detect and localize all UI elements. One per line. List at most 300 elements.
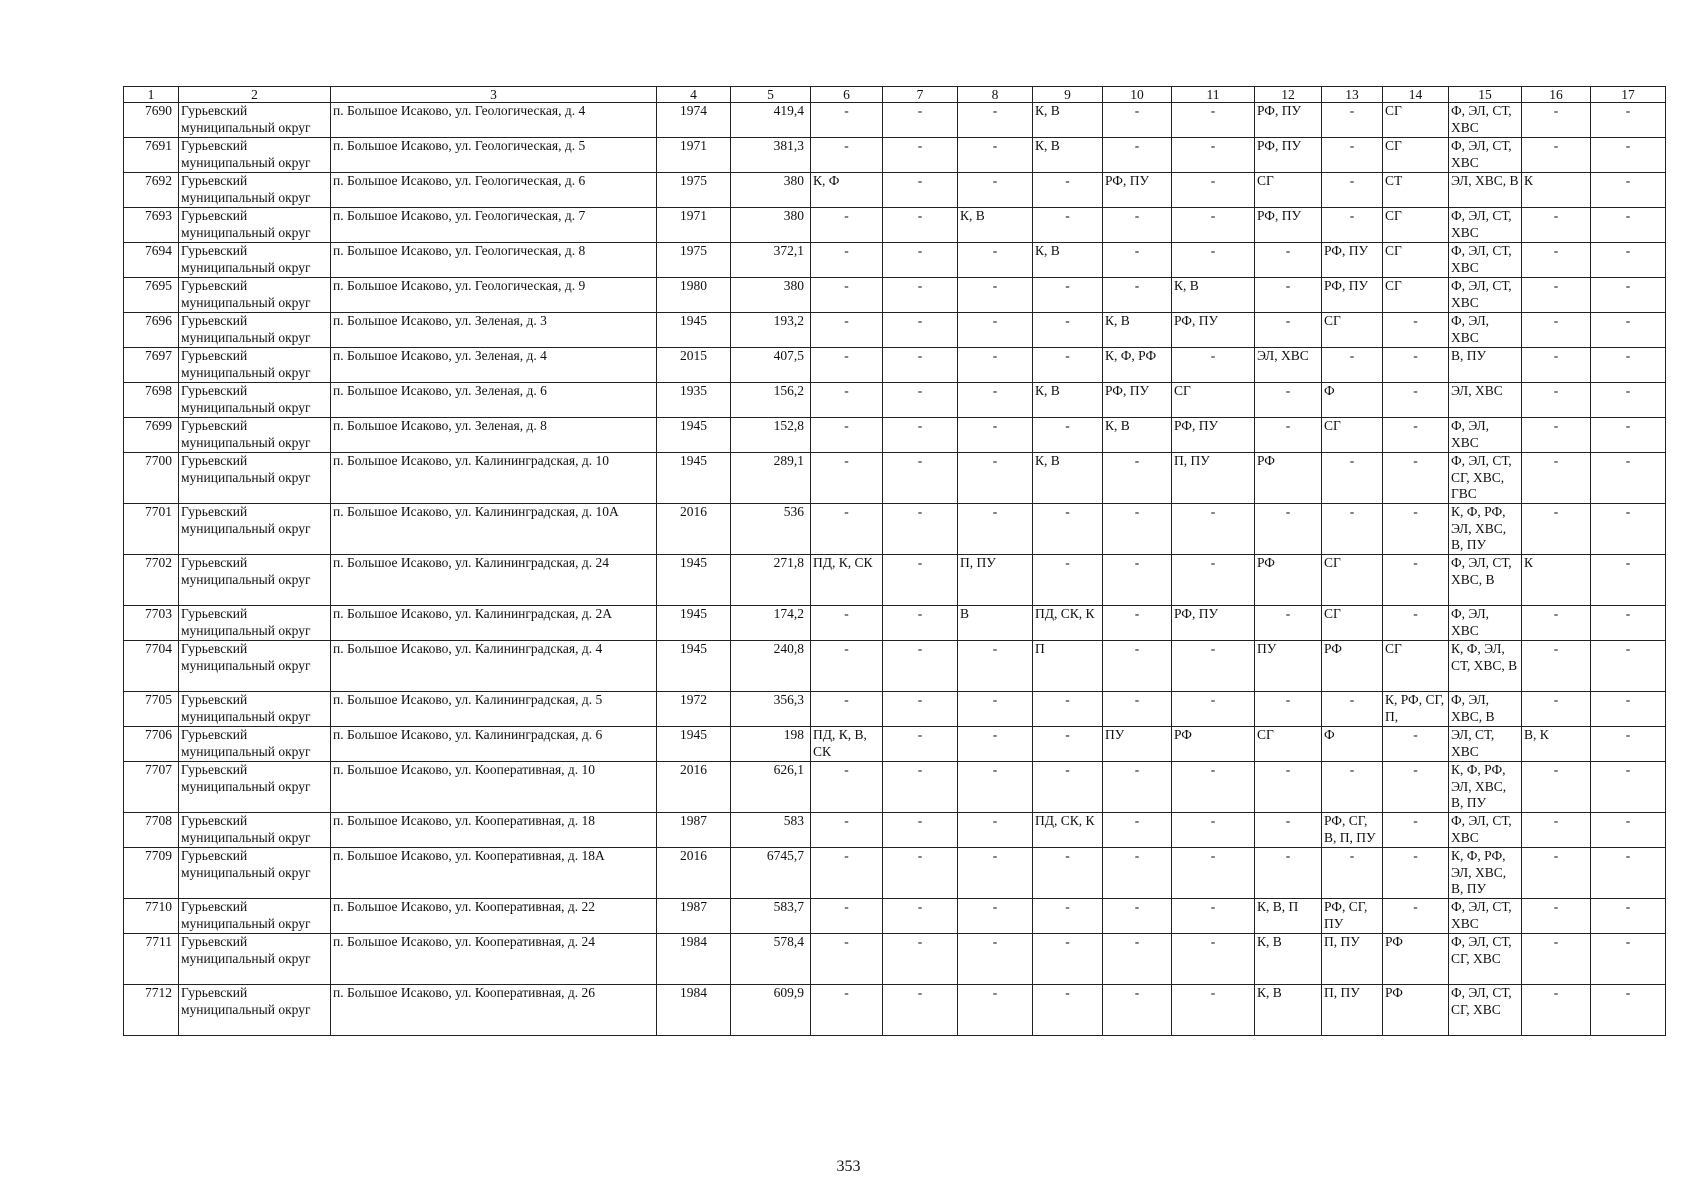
table-row [124,727,1666,762]
cell-col-9: - [1033,985,1103,1036]
cell-col-13: СГ [1322,313,1383,348]
cell-col-16: К [1522,173,1591,208]
cell-col-9: - [1033,848,1103,899]
page-number: 353 [836,1158,861,1175]
cell-col-11: - [1172,348,1255,383]
cell-col-14: - [1383,813,1449,848]
column-header-15: 15 [1449,87,1522,103]
cell-col-12: РФ, ПУ [1255,208,1322,243]
cell-col-5: 156,2 [731,383,811,418]
cell-col-10: - [1103,138,1172,173]
cell-col-6: - [811,348,883,383]
column-header-1: 1 [124,87,179,103]
cell-col-6: - [811,313,883,348]
cell-col-11: - [1172,208,1255,243]
cell-col-11: РФ, ПУ [1172,313,1255,348]
cell-col-3: п. Большое Исаково, ул. Зеленая, д. 3 [331,313,657,348]
cell-col-1: 7701 [124,504,179,555]
cell-col-14: СТ [1383,173,1449,208]
cell-col-5: 372,1 [731,243,811,278]
cell-col-12: К, В, П [1255,899,1322,934]
cell-col-4: 1972 [657,692,731,727]
cell-col-12: К, В [1255,985,1322,1036]
cell-col-15: Ф, ЭЛ, ХВС [1449,313,1522,348]
cell-col-17: - [1591,813,1666,848]
cell-col-13: - [1322,348,1383,383]
cell-col-17: - [1591,313,1666,348]
cell-col-15: Ф, ЭЛ, СТ, ХВС [1449,813,1522,848]
column-header-3: 3 [331,87,657,103]
cell-col-11: - [1172,103,1255,138]
cell-col-2: Гурьевский муниципальный округ [179,555,331,606]
table-header [124,87,1666,103]
cell-col-1: 7695 [124,278,179,313]
cell-col-3: п. Большое Исаково, ул. Калининградская, д. 4 [331,641,657,692]
cell-col-8: - [958,504,1033,555]
cell-col-13: Ф [1322,383,1383,418]
cell-col-15: ЭЛ, ХВС [1449,383,1522,418]
cell-col-5: 380 [731,173,811,208]
cell-col-17: - [1591,606,1666,641]
cell-col-10: ПУ [1103,727,1172,762]
cell-col-1: 7703 [124,606,179,641]
cell-col-3: п. Большое Исаково, ул. Геологическая, д. 6 [331,173,657,208]
cell-col-9: - [1033,313,1103,348]
cell-col-12: - [1255,762,1322,813]
table-row [124,138,1666,173]
cell-col-4: 1975 [657,243,731,278]
cell-col-6: К, Ф [811,173,883,208]
cell-col-4: 1974 [657,103,731,138]
cell-col-15: Ф, ЭЛ, СТ, ХВС [1449,208,1522,243]
cell-col-9: К, В [1033,453,1103,504]
cell-col-10: - [1103,504,1172,555]
cell-col-12: - [1255,243,1322,278]
cell-col-1: 7707 [124,762,179,813]
cell-col-12: РФ, ПУ [1255,103,1322,138]
cell-col-2: Гурьевский муниципальный округ [179,243,331,278]
cell-col-10: - [1103,208,1172,243]
register-table [123,86,1666,1036]
cell-col-8: - [958,762,1033,813]
cell-col-5: 578,4 [731,934,811,985]
cell-col-3: п. Большое Исаково, ул. Кооперативная, д. 26 [331,985,657,1036]
header-row [124,87,1666,103]
cell-col-8: - [958,173,1033,208]
cell-col-14: СГ [1383,103,1449,138]
cell-col-9: - [1033,504,1103,555]
table-row [124,103,1666,138]
cell-col-17: - [1591,453,1666,504]
cell-col-7: - [883,934,958,985]
cell-col-2: Гурьевский муниципальный округ [179,692,331,727]
column-header-13: 13 [1322,87,1383,103]
cell-col-14: СГ [1383,641,1449,692]
cell-col-17: - [1591,899,1666,934]
cell-col-7: - [883,504,958,555]
table-body [124,103,1666,1036]
table-row [124,453,1666,504]
cell-col-10: - [1103,555,1172,606]
cell-col-10: - [1103,243,1172,278]
cell-col-15: Ф, ЭЛ, СТ, СГ, ХВС, ГВС [1449,453,1522,504]
table-row [124,504,1666,555]
cell-col-8: - [958,934,1033,985]
cell-col-13: - [1322,208,1383,243]
cell-col-8: - [958,313,1033,348]
cell-col-1: 7700 [124,453,179,504]
table-row [124,243,1666,278]
cell-col-8: В [958,606,1033,641]
cell-col-9: - [1033,418,1103,453]
table-row [124,848,1666,899]
table-row [124,313,1666,348]
table-row [124,641,1666,692]
cell-col-1: 7696 [124,313,179,348]
cell-col-14: - [1383,348,1449,383]
cell-col-11: РФ, ПУ [1172,606,1255,641]
cell-col-17: - [1591,348,1666,383]
cell-col-7: - [883,692,958,727]
cell-col-2: Гурьевский муниципальный округ [179,504,331,555]
cell-col-3: п. Большое Исаково, ул. Калининградская, д. 2А [331,606,657,641]
cell-col-17: - [1591,243,1666,278]
cell-col-16: - [1522,899,1591,934]
table-row [124,762,1666,813]
cell-col-8: - [958,348,1033,383]
cell-col-7: - [883,555,958,606]
cell-col-16: - [1522,278,1591,313]
cell-col-4: 2016 [657,504,731,555]
cell-col-11: - [1172,762,1255,813]
cell-col-11: - [1172,899,1255,934]
cell-col-14: - [1383,504,1449,555]
cell-col-6: ПД, К, СК [811,555,883,606]
cell-col-12: - [1255,278,1322,313]
cell-col-11: - [1172,138,1255,173]
cell-col-4: 1945 [657,313,731,348]
cell-col-13: РФ [1322,641,1383,692]
cell-col-2: Гурьевский муниципальный округ [179,848,331,899]
cell-col-16: - [1522,641,1591,692]
cell-col-2: Гурьевский муниципальный округ [179,278,331,313]
cell-col-2: Гурьевский муниципальный округ [179,208,331,243]
cell-col-12: - [1255,313,1322,348]
table-row [124,383,1666,418]
cell-col-4: 1987 [657,899,731,934]
cell-col-3: п. Большое Исаково, ул. Геологическая, д. 9 [331,278,657,313]
cell-col-1: 7697 [124,348,179,383]
cell-col-3: п. Большое Исаково, ул. Кооперативная, д. 10 [331,762,657,813]
cell-col-5: 609,9 [731,985,811,1036]
cell-col-10: К, В [1103,418,1172,453]
cell-col-13: СГ [1322,555,1383,606]
cell-col-13: СГ [1322,418,1383,453]
cell-col-6: - [811,606,883,641]
cell-col-8: - [958,692,1033,727]
cell-col-2: Гурьевский муниципальный округ [179,348,331,383]
cell-col-7: - [883,762,958,813]
cell-col-13: - [1322,103,1383,138]
column-header-5: 5 [731,87,811,103]
table-row [124,278,1666,313]
column-header-9: 9 [1033,87,1103,103]
cell-col-1: 7694 [124,243,179,278]
cell-col-15: Ф, ЭЛ, ХВС [1449,606,1522,641]
cell-col-7: - [883,453,958,504]
cell-col-11: СГ [1172,383,1255,418]
cell-col-16: - [1522,934,1591,985]
cell-col-3: п. Большое Исаково, ул. Калининградская, д. 24 [331,555,657,606]
cell-col-9: К, В [1033,138,1103,173]
cell-col-16: В, К [1522,727,1591,762]
cell-col-15: Ф, ЭЛ, СТ, СГ, ХВС [1449,985,1522,1036]
cell-col-5: 407,5 [731,348,811,383]
cell-col-6: - [811,848,883,899]
cell-col-10: - [1103,899,1172,934]
cell-col-9: - [1033,692,1103,727]
cell-col-15: Ф, ЭЛ, СТ, ХВС [1449,899,1522,934]
cell-col-16: - [1522,138,1591,173]
cell-col-13: П, ПУ [1322,985,1383,1036]
cell-col-5: 193,2 [731,313,811,348]
cell-col-10: РФ, ПУ [1103,173,1172,208]
cell-col-16: - [1522,762,1591,813]
cell-col-14: - [1383,848,1449,899]
cell-col-5: 380 [731,278,811,313]
cell-col-6: - [811,103,883,138]
cell-col-3: п. Большое Исаково, ул. Калининградская, д. 10А [331,504,657,555]
cell-col-1: 7702 [124,555,179,606]
cell-col-1: 7691 [124,138,179,173]
cell-col-13: - [1322,692,1383,727]
cell-col-6: - [811,138,883,173]
cell-col-5: 583 [731,813,811,848]
cell-col-12: СГ [1255,173,1322,208]
cell-col-6: - [811,383,883,418]
cell-col-6: - [811,453,883,504]
cell-col-12: - [1255,418,1322,453]
cell-col-15: Ф, ЭЛ, СТ, ХВС, В [1449,555,1522,606]
cell-col-4: 1945 [657,555,731,606]
cell-col-6: - [811,641,883,692]
column-header-17: 17 [1591,87,1666,103]
cell-col-15: Ф, ЭЛ, СТ, СГ, ХВС [1449,934,1522,985]
cell-col-7: - [883,848,958,899]
cell-col-7: - [883,313,958,348]
cell-col-2: Гурьевский муниципальный округ [179,138,331,173]
cell-col-10: - [1103,606,1172,641]
cell-col-11: - [1172,641,1255,692]
cell-col-14: - [1383,606,1449,641]
cell-col-17: - [1591,934,1666,985]
cell-col-4: 1987 [657,813,731,848]
cell-col-15: К, Ф, РФ, ЭЛ, ХВС, В, ПУ [1449,504,1522,555]
cell-col-9: - [1033,208,1103,243]
cell-col-8: - [958,453,1033,504]
cell-col-3: п. Большое Исаково, ул. Кооперативная, д. 22 [331,899,657,934]
cell-col-4: 2015 [657,348,731,383]
cell-col-16: - [1522,103,1591,138]
cell-col-15: Ф, ЭЛ, ХВС, В [1449,692,1522,727]
cell-col-3: п. Большое Исаково, ул. Калининградская, д. 10 [331,453,657,504]
cell-col-6: - [811,418,883,453]
cell-col-11: - [1172,985,1255,1036]
cell-col-1: 7693 [124,208,179,243]
cell-col-15: К, Ф, ЭЛ, СТ, ХВС, В [1449,641,1522,692]
cell-col-13: РФ, ПУ [1322,243,1383,278]
cell-col-1: 7708 [124,813,179,848]
table-row [124,208,1666,243]
cell-col-2: Гурьевский муниципальный округ [179,453,331,504]
cell-col-16: - [1522,418,1591,453]
cell-col-10: - [1103,985,1172,1036]
cell-col-4: 1975 [657,173,731,208]
cell-col-17: - [1591,555,1666,606]
cell-col-8: - [958,641,1033,692]
cell-col-4: 1945 [657,418,731,453]
cell-col-9: - [1033,173,1103,208]
cell-col-7: - [883,208,958,243]
cell-col-5: 381,3 [731,138,811,173]
cell-col-5: 271,8 [731,555,811,606]
cell-col-16: - [1522,243,1591,278]
cell-col-1: 7709 [124,848,179,899]
cell-col-14: РФ [1383,934,1449,985]
cell-col-9: - [1033,555,1103,606]
cell-col-10: - [1103,453,1172,504]
cell-col-16: - [1522,606,1591,641]
table-row [124,173,1666,208]
cell-col-2: Гурьевский муниципальный округ [179,418,331,453]
cell-col-8: - [958,418,1033,453]
cell-col-8: - [958,243,1033,278]
cell-col-6: - [811,934,883,985]
cell-col-14: - [1383,727,1449,762]
cell-col-14: - [1383,899,1449,934]
cell-col-8: - [958,727,1033,762]
cell-col-10: - [1103,813,1172,848]
cell-col-11: К, В [1172,278,1255,313]
cell-col-14: К, РФ, СГ, П, [1383,692,1449,727]
cell-col-15: К, Ф, РФ, ЭЛ, ХВС, В, ПУ [1449,848,1522,899]
column-header-4: 4 [657,87,731,103]
cell-col-1: 7712 [124,985,179,1036]
column-header-12: 12 [1255,87,1322,103]
cell-col-11: П, ПУ [1172,453,1255,504]
cell-col-6: - [811,278,883,313]
cell-col-13: РФ, СГ, ПУ [1322,899,1383,934]
cell-col-12: - [1255,606,1322,641]
cell-col-15: Ф, ЭЛ, ХВС [1449,418,1522,453]
cell-col-8: - [958,138,1033,173]
cell-col-16: - [1522,383,1591,418]
cell-col-3: п. Большое Исаково, ул. Кооперативная, д. 24 [331,934,657,985]
cell-col-3: п. Большое Исаково, ул. Калининградская, д. 6 [331,727,657,762]
cell-col-4: 1984 [657,985,731,1036]
cell-col-7: - [883,606,958,641]
cell-col-3: п. Большое Исаково, ул. Геологическая, д. 4 [331,103,657,138]
cell-col-16: - [1522,453,1591,504]
cell-col-17: - [1591,278,1666,313]
cell-col-17: - [1591,383,1666,418]
cell-col-7: - [883,383,958,418]
table-row [124,692,1666,727]
cell-col-17: - [1591,762,1666,813]
cell-col-10: - [1103,692,1172,727]
cell-col-9: - [1033,899,1103,934]
cell-col-5: 356,3 [731,692,811,727]
cell-col-17: - [1591,208,1666,243]
cell-col-7: - [883,278,958,313]
cell-col-2: Гурьевский муниципальный округ [179,313,331,348]
cell-col-4: 1984 [657,934,731,985]
cell-col-3: п. Большое Исаково, ул. Калининградская, д. 5 [331,692,657,727]
cell-col-6: ПД, К, В, СК [811,727,883,762]
table-row [124,813,1666,848]
cell-col-3: п. Большое Исаково, ул. Геологическая, д. 5 [331,138,657,173]
cell-col-14: СГ [1383,243,1449,278]
cell-col-2: Гурьевский муниципальный округ [179,899,331,934]
cell-col-2: Гурьевский муниципальный округ [179,727,331,762]
cell-col-16: - [1522,348,1591,383]
cell-col-16: К [1522,555,1591,606]
cell-col-5: 6745,7 [731,848,811,899]
column-header-11: 11 [1172,87,1255,103]
cell-col-10: - [1103,103,1172,138]
cell-col-10: - [1103,278,1172,313]
table-row [124,899,1666,934]
cell-col-2: Гурьевский муниципальный округ [179,173,331,208]
column-header-2: 2 [179,87,331,103]
cell-col-5: 240,8 [731,641,811,692]
cell-col-5: 174,2 [731,606,811,641]
cell-col-7: - [883,418,958,453]
cell-col-17: - [1591,985,1666,1036]
cell-col-2: Гурьевский муниципальный округ [179,606,331,641]
cell-col-12: К, В [1255,934,1322,985]
cell-col-3: п. Большое Исаково, ул. Зеленая, д. 8 [331,418,657,453]
cell-col-2: Гурьевский муниципальный округ [179,934,331,985]
cell-col-12: СГ [1255,727,1322,762]
cell-col-14: - [1383,418,1449,453]
table-row [124,985,1666,1036]
cell-col-16: - [1522,504,1591,555]
cell-col-3: п. Большое Исаково, ул. Геологическая, д. 8 [331,243,657,278]
cell-col-3: п. Большое Исаково, ул. Зеленая, д. 6 [331,383,657,418]
cell-col-1: 7710 [124,899,179,934]
cell-col-1: 7692 [124,173,179,208]
cell-col-15: В, ПУ [1449,348,1522,383]
column-header-16: 16 [1522,87,1591,103]
column-header-8: 8 [958,87,1033,103]
cell-col-15: Ф, ЭЛ, СТ, ХВС [1449,243,1522,278]
cell-col-2: Гурьевский муниципальный округ [179,641,331,692]
cell-col-14: СГ [1383,278,1449,313]
cell-col-11: - [1172,848,1255,899]
column-header-6: 6 [811,87,883,103]
cell-col-12: РФ, ПУ [1255,138,1322,173]
cell-col-13: РФ, ПУ [1322,278,1383,313]
cell-col-17: - [1591,504,1666,555]
cell-col-15: К, Ф, РФ, ЭЛ, ХВС, В, ПУ [1449,762,1522,813]
column-header-10: 10 [1103,87,1172,103]
cell-col-6: - [811,692,883,727]
cell-col-15: ЭЛ, СТ, ХВС [1449,727,1522,762]
cell-col-10: РФ, ПУ [1103,383,1172,418]
cell-col-4: 1971 [657,138,731,173]
cell-col-17: - [1591,692,1666,727]
